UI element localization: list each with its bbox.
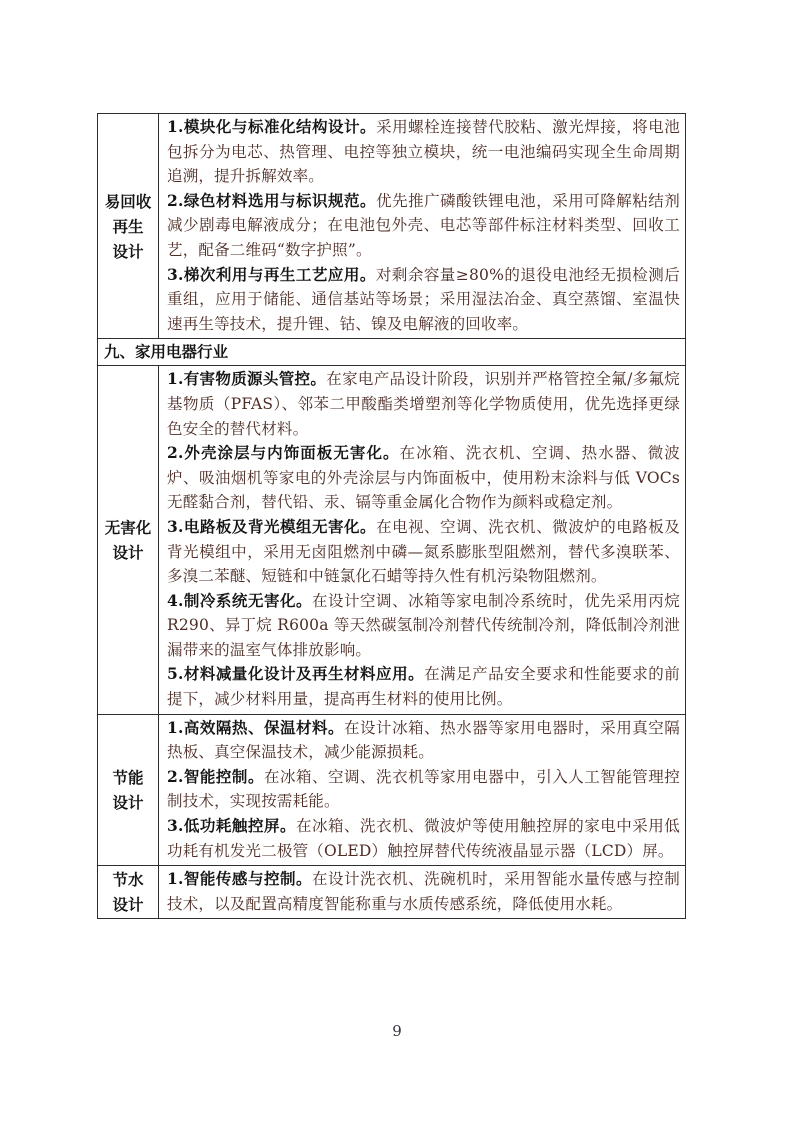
guideline-item	[167, 589, 680, 663]
guideline-item	[167, 441, 680, 515]
category-label-harmless-design	[98, 366, 159, 714]
category-label-line: 设计	[112, 895, 144, 915]
design-guideline-table	[97, 113, 686, 919]
guideline-item	[167, 716, 680, 765]
guideline-item	[167, 189, 680, 263]
guideline-item-lead: 1.高效隔热、保温材料。	[167, 717, 345, 737]
category-label-line: 节水	[112, 870, 144, 890]
category-label-line: 设计	[112, 241, 144, 261]
guideline-item	[167, 367, 680, 441]
category-label-line: 再生	[112, 216, 144, 236]
category-label-line: 设计	[112, 792, 144, 812]
guideline-item	[167, 867, 680, 916]
category-label-line: 设计	[112, 543, 144, 562]
category-label-line: 易回收	[104, 191, 152, 211]
guideline-item-lead: 1.智能传感与控制。	[167, 869, 312, 889]
guideline-item-lead: 5.材料减量化设计及再生材料应用。	[167, 664, 425, 684]
guideline-item-lead: 3.电路板及背光模组无害化。	[167, 516, 377, 536]
guideline-item	[167, 515, 680, 589]
page-number: 9	[392, 1022, 402, 1040]
guideline-item-body: 在电视、空调、洗衣机、微波炉的电路板及背光模组中，采用无卤阻燃剂中磷—氮系膨胀型阻燃剂，替代多溴联苯、多溴二苯醚、短链和中链氯化石蜡等持久性有机污染物阻燃剂。	[167, 517, 680, 586]
guideline-item-lead: 2.智能控制。	[167, 766, 264, 786]
table-row	[98, 114, 686, 339]
guideline-item-body: 在设计冰箱、热水器等家用电器时，采用真空隔热板、真空保温技术，减少能源损耗。	[167, 718, 680, 762]
guideline-item	[167, 814, 680, 863]
guideline-item-body: 在家电产品设计阶段，识别并严格管控全氟/多氟烷基物质（PFAS）、邻苯二甲酸酯类增塑剂等化学物质使用，优先选择更绿色安全的替代材料。	[167, 370, 681, 438]
table-row-section	[98, 339, 686, 366]
guideline-item-lead: 1.有害物质源头管控。	[167, 369, 327, 389]
guideline-item-body: 在设计空调、冰箱等家电制冷系统时，优先采用丙烷 R290、异丁烷 R600a 等天然碳氢制冷剂替代传统制冷剂，降低制冷剂泄漏带来的温室气体排放影响。	[167, 591, 680, 659]
guideline-item-lead: 3.低功耗触控屏。	[167, 816, 296, 836]
category-content	[159, 366, 686, 714]
category-label-water-saving-design	[98, 866, 159, 919]
guideline-item-lead: 4.制冷系统无害化。	[167, 590, 312, 610]
category-label-line: 无害化	[104, 518, 152, 537]
guideline-item-lead: 2.绿色材料选用与标识规范。	[167, 190, 377, 210]
table-row	[98, 866, 686, 919]
category-label-recyclable-design	[98, 114, 159, 339]
section-header-home-appliances: 九、家用电器行业	[98, 339, 686, 366]
guideline-item-body: 在冰箱、空调、洗衣机等家用电器中，引入人工智能管理控制技术，实现按需耗能。	[167, 767, 680, 811]
table-row	[98, 366, 686, 714]
guideline-item	[167, 662, 680, 711]
guideline-item-body: 优先推广磷酸铁锂电池，采用可降解粘结剂减少剧毒电解液成分；在电池包外壳、电芯等部件标注材料类型、回收工艺，配备二维码“数字护照”。	[167, 191, 680, 259]
category-content	[159, 114, 686, 339]
guideline-item-body: 在冰箱、洗衣机、空调、热水器、微波炉、吸油烟机等家电的外壳涂层与内饰面板中，使用粉末涂料与低 VOCs 无醛黏合剂，替代铅、汞、镉等重金属化合物作为颜料或稳定剂。	[167, 444, 680, 512]
guideline-item-body: 在设计洗衣机、洗碗机时，采用智能水量传感与控制技术，以及配置高精度智能称重与水质传感系统，降低使用水耗。	[167, 870, 680, 913]
category-label-line: 节能	[112, 767, 144, 787]
guideline-item-body: 采用螺栓连接替代胶粘、激光焊接，将电池包拆分为电芯、热管理、电控等独立模块，统一电池编码实现全生命周期追溯，提升拆解效率。	[167, 118, 680, 186]
guideline-item-body: 对剩余容量≥80%的退役电池经无损检测后重组，应用于储能、通信基站等场景；采用湿法冶金、真空蒸馏、室温快速再生等技术，提升锂、钴、镍及电解液的回收率。	[167, 265, 680, 333]
guideline-item-lead: 3.梯次利用与再生工艺应用。	[167, 264, 376, 284]
guideline-item-body: 在冰箱、洗衣机、微波炉等使用触控屏的家电中采用低功耗有机发光二极管（OLED）触控屏替代传统液晶显示器（LCD）屏。	[167, 817, 681, 860]
guideline-item-lead: 1.模块化与标准化结构设计。	[167, 117, 377, 136]
table-row	[98, 714, 686, 866]
guideline-item	[167, 765, 680, 814]
category-content	[159, 714, 686, 866]
guideline-item	[167, 115, 680, 189]
guideline-item-body: 在满足产品安全要求和性能要求的前提下，减少材料用量，提高再生材料的使用比例。	[167, 665, 680, 709]
category-label-energy-saving-design	[98, 714, 159, 866]
category-content	[159, 866, 686, 919]
guideline-item	[167, 263, 680, 337]
guideline-item-lead: 2.外壳涂层与内饰面板无害化。	[167, 443, 400, 463]
